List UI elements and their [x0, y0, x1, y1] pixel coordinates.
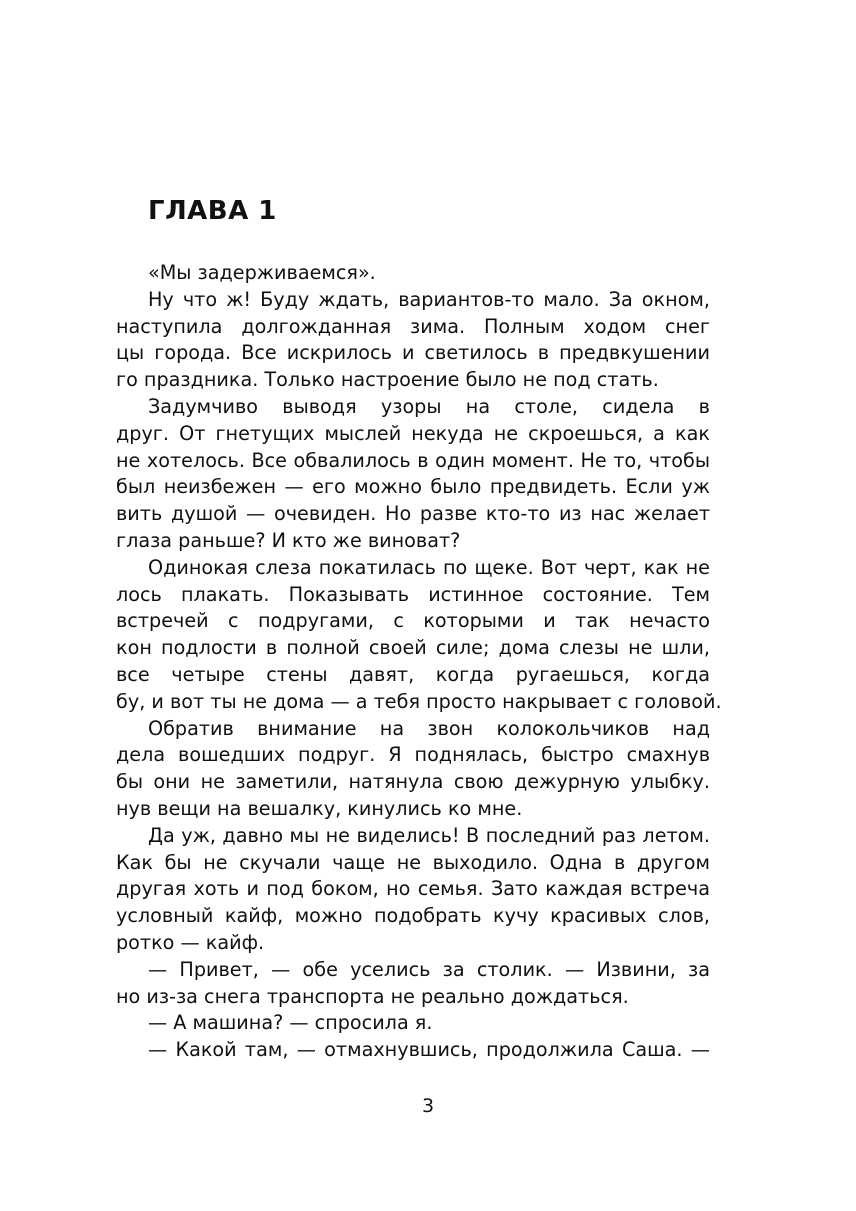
text-line: цы города. Все искрилось и светилось в предвкушении: [116, 341, 710, 365]
text-line: — Привет, — обе уселись за столик. — Извини, за: [148, 957, 710, 981]
text-line: условный кайф, можно подобрать кучу красивых слов,: [116, 904, 710, 928]
text-line: — Какой там, — отмахнувшись, продолжила Саша. —: [148, 1038, 710, 1062]
text-line: наступила долгожданная зима. Полным ходом снег: [116, 314, 710, 338]
text-line: Обратив внимание на звон колокольчиков над: [148, 716, 710, 740]
text-line: кон подлости в полной своей силе; дома слезы не шли,: [116, 636, 710, 660]
text-line: Ну что ж! Буду ждать, вариантов-то мало. За окном,: [148, 287, 710, 311]
text-line: все четыре стены давят, когда ругаешься, когда: [116, 662, 710, 686]
text-line: «Мы задерживаемся».: [148, 261, 376, 284]
text-line: нув вещи на вешалку, кинулись ко мне.: [116, 796, 523, 820]
text-line: лось плакать. Показывать истинное состояние. Тем: [116, 582, 710, 606]
body-text: [116, 260, 722, 1064]
text-line: но из-за снега транспорта не реально дождаться.: [116, 984, 629, 1008]
text-line: го праздника. Только настроение было не под стать.: [116, 368, 659, 392]
text-line: Одинокая слеза покатилась по щеке. Вот черт, как не: [148, 555, 710, 579]
text-line: дела вошедших подруг. Я поднялась, быстро смахнув: [116, 743, 710, 767]
text-line: не хотелось. Все обвалилось в один момент. Не то, чтобы: [116, 448, 710, 472]
text-line: встречей с подругами, с которыми и так нечасто: [116, 609, 710, 633]
text-line: другая хоть и под боком, но семья. Зато каждая встреча: [116, 877, 710, 901]
text-line: — А машина? — спросила я.: [148, 1011, 433, 1035]
text-line: ротко — кайф.: [116, 930, 265, 954]
text-line: Задумчиво выводя узоры на столе, сидела в: [148, 394, 710, 418]
chapter-title: ГЛАВА 1: [148, 196, 277, 226]
text-line: Как бы не скучали чаще не выходило. Одна в другом: [116, 850, 710, 874]
text-line: вить душой — очевиден. Но разве кто-то из нас желает: [116, 502, 710, 526]
text-line: бы они не заметили, натянула свою дежурную улыбку.: [116, 770, 710, 794]
text-line: бу, и вот ты не дома — а тебя просто накрывает с головой.: [116, 689, 722, 713]
text-line: был неизбежен — его можно было предвидеть. Если уж: [116, 475, 710, 499]
page-number: 3: [421, 1095, 435, 1117]
text-line: глаза раньше? И кто же виноват?: [116, 528, 461, 552]
text-line: друг. От гнетущих мыслей некуда не скроешься, а как: [116, 421, 710, 445]
text-line: Да уж, давно мы не виделись! В последний раз летом.: [148, 823, 710, 847]
